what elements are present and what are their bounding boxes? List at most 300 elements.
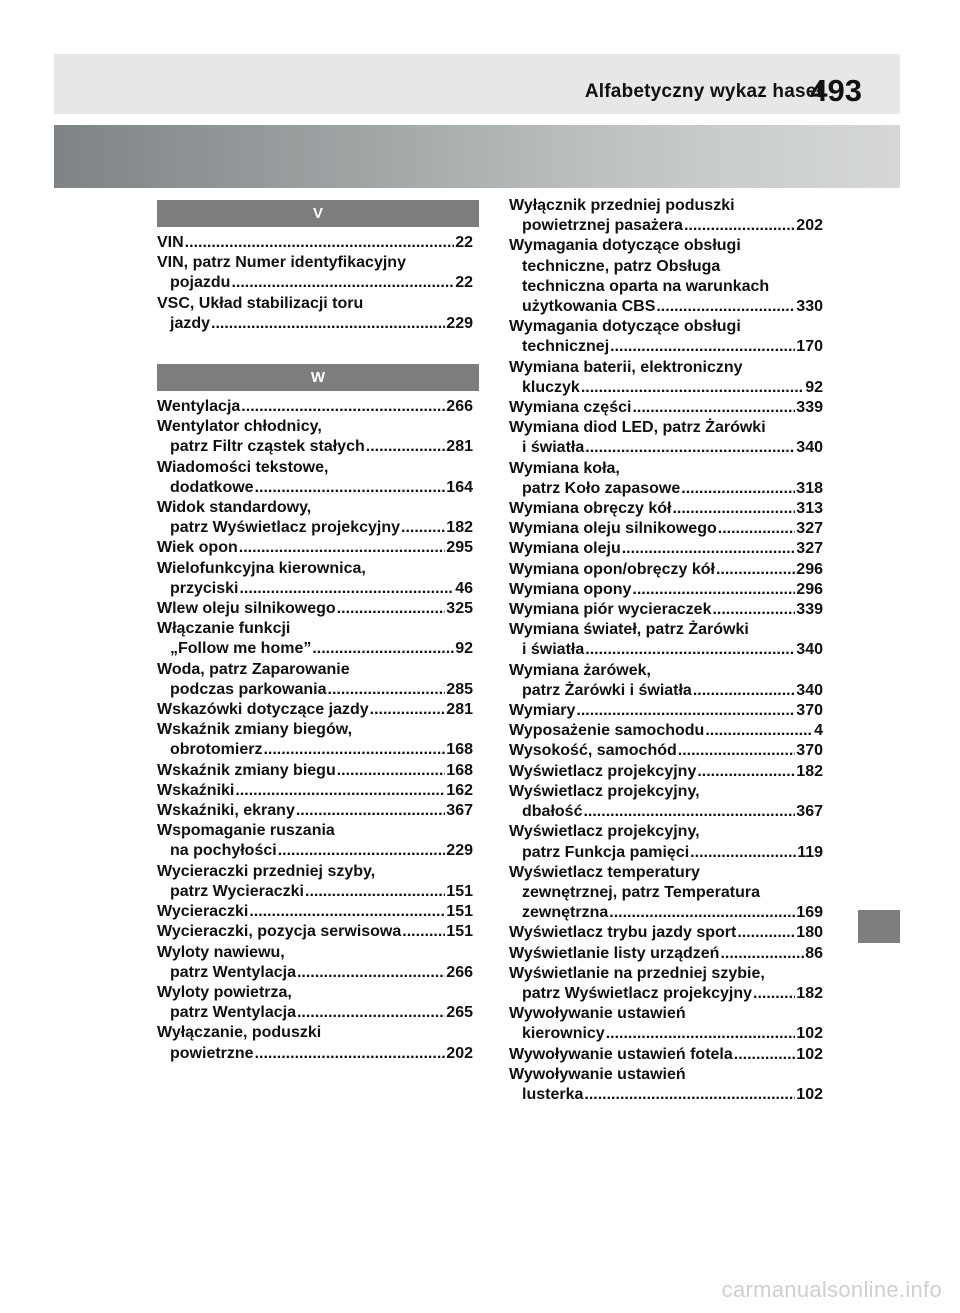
index-entry-page: 229 (446, 842, 473, 860)
index-entry (157, 619, 473, 659)
index-entry-text: podczas parkowania (170, 680, 327, 698)
index-entry-text: lusterka (522, 1085, 584, 1103)
dot-leader (255, 1044, 446, 1064)
index-entry-text: Wymiana części (509, 399, 632, 417)
dot-leader (705, 721, 813, 741)
dot-leader (585, 438, 795, 458)
index-entry-text: kluczyk (522, 378, 580, 396)
index-entry-line (157, 781, 473, 801)
index-entry (509, 459, 823, 499)
index-entry-line (157, 761, 473, 781)
index-entry-text: patrz Wentylacja (170, 1004, 296, 1022)
index-entry (157, 700, 473, 720)
index-entry-page: 370 (796, 702, 823, 720)
dot-leader (235, 781, 445, 801)
index-entry-line (509, 782, 823, 802)
index-entry-text: Wywoływanie ustawień (509, 1065, 686, 1083)
dot-leader (678, 741, 796, 761)
index-entry-line (157, 821, 473, 841)
index-entry-text: Woda, patrz Zaparowanie (157, 660, 350, 678)
index-entry-text: Wskazówki dotyczące jazdy (157, 701, 369, 719)
index-entry-line (509, 721, 823, 741)
index-entry-line (509, 297, 823, 317)
index-entry-line (157, 862, 473, 882)
dot-leader (249, 902, 445, 922)
dot-leader (231, 273, 454, 293)
dot-leader (576, 701, 795, 721)
index-entry-text: Wyłącznik przedniej poduszki (509, 197, 735, 214)
page-number: 493 (810, 73, 862, 108)
index-entry-line (509, 1004, 823, 1024)
index-entry-page: 168 (446, 761, 473, 779)
index-entry-line (157, 922, 473, 942)
index-entry (509, 580, 823, 600)
index-entry-page: 339 (796, 399, 823, 417)
index-entry-text: zewnętrznej, patrz Temperatura (522, 883, 760, 901)
index-entry-line (509, 600, 823, 620)
index-entry-line (157, 478, 473, 498)
index-entry-line (157, 314, 473, 334)
index-entry-line (509, 499, 823, 519)
index-entry-page: 86 (805, 944, 823, 962)
index-entry-text: VIN, patrz Numer identyfikacyjny (157, 254, 406, 272)
decorative-gradient-band (54, 125, 900, 188)
dot-leader (684, 216, 795, 236)
index-entry-page: 168 (446, 741, 473, 759)
index-entry-page: 229 (446, 314, 473, 332)
dot-leader (312, 639, 454, 659)
index-entry-line (509, 661, 823, 681)
index-entry (157, 253, 473, 293)
index-entry-text: na pochyłości (170, 842, 277, 860)
index-entry-page: 318 (796, 479, 823, 497)
index-entry-text: Wskaźniki, ekrany (157, 802, 295, 820)
index-entry (157, 943, 473, 983)
index-entry-text: Wentylacja (157, 398, 241, 416)
dot-leader (734, 1045, 796, 1065)
index-entry-page: 170 (796, 338, 823, 356)
index-entry-text: Wysokość, samochód (509, 742, 677, 760)
index-entry-line (157, 417, 473, 437)
index-entry-line (509, 438, 823, 458)
index-entry (509, 196, 823, 236)
index-entry-line (157, 740, 473, 760)
dot-leader (296, 801, 445, 821)
dot-leader (718, 519, 796, 539)
index-entry-text: powietrzne (170, 1044, 254, 1062)
index-entry-line (509, 1065, 823, 1085)
index-entry (157, 781, 473, 801)
index-entry-line (157, 983, 473, 1003)
index-entry-line (509, 944, 823, 964)
index-entry (509, 762, 823, 782)
index-entry (157, 1023, 473, 1063)
index-entry-line (509, 681, 823, 701)
index-entry-text: Wycieraczki przedniej szyby, (157, 862, 376, 880)
index-entry-line (509, 640, 823, 660)
dot-leader (366, 437, 446, 457)
index-entry-line (157, 882, 473, 902)
index-entry-text: Wspomaganie ruszania (157, 822, 335, 840)
dot-leader (632, 398, 795, 418)
index-entry-line (509, 1045, 823, 1065)
index-entry-text: przyciski (170, 579, 239, 597)
index-entry-text: Wymiana diod LED, patrz Żarówki (509, 419, 766, 437)
index-entry-line (509, 741, 823, 761)
index-entry-text: Wymiana opon/obręczy kół (509, 560, 715, 578)
index-entry-line (157, 498, 473, 518)
index-entry (509, 539, 823, 559)
dot-leader (370, 700, 446, 720)
index-entry (509, 721, 823, 741)
dot-leader (622, 539, 796, 559)
index-entry-line (509, 923, 823, 943)
index-entry-text: technicznej (522, 338, 610, 356)
dot-leader (263, 740, 445, 760)
index-entry-page: 46 (455, 579, 473, 597)
index-entry-text: Wyświetlanie listy urządzeń (509, 944, 720, 962)
index-entry-text: VIN (157, 234, 184, 251)
dot-leader (337, 761, 446, 781)
index-entry-line (509, 358, 823, 378)
index-entry-text: Włączanie funkcji (157, 620, 291, 638)
index-entry-line (509, 822, 823, 842)
index-entry-text: i światła (522, 641, 585, 659)
dot-leader (211, 314, 445, 334)
index-entry-page: 162 (446, 781, 473, 799)
index-entry (509, 560, 823, 580)
index-entry-line (157, 680, 473, 700)
dot-leader (185, 233, 455, 253)
index-entry-line (509, 802, 823, 822)
dot-leader (610, 337, 795, 357)
index-entry-line (509, 317, 823, 337)
index-entry-text: Wyloty powietrza, (157, 983, 292, 1001)
index-entry-text: VSC, Układ stabilizacji toru (157, 294, 364, 312)
index-entry-line (509, 620, 823, 640)
index-entry-line (157, 720, 473, 740)
index-entry-line (157, 841, 473, 861)
index-entry-page: 296 (796, 560, 823, 578)
index-entry (157, 922, 473, 942)
index-entry-page: 202 (446, 1044, 473, 1062)
index-entry (157, 233, 473, 253)
index-entry-line (157, 273, 473, 293)
index-entry-page: 295 (446, 539, 473, 557)
index-entry-line (509, 1085, 823, 1105)
dot-leader (681, 479, 795, 499)
index-entry-text: patrz Wyświetlacz projekcyjny (522, 984, 753, 1002)
dot-leader (609, 903, 795, 923)
index-entry-line (509, 984, 823, 1004)
dot-leader (720, 944, 804, 964)
index-entry-text: obrotomierz (170, 741, 263, 759)
dot-leader (585, 640, 795, 660)
index-entry-page: 340 (796, 439, 823, 457)
index-entry-line (157, 253, 473, 273)
index-entry-page: 266 (446, 963, 473, 981)
index-entry-text: Wymiana obręczy kół (509, 500, 672, 518)
index-entry (509, 782, 823, 822)
index-entry (509, 863, 823, 924)
index-entry-line (157, 619, 473, 639)
index-entry-line (509, 843, 823, 863)
index-entry (509, 358, 823, 398)
index-entry-line (157, 233, 473, 253)
index-entry-line (157, 397, 473, 417)
index-entry-text: Wymagania dotyczące obsługi (509, 318, 741, 336)
index-entry-text: „Follow me home” (170, 640, 312, 658)
index-entry-text: kierownicy (522, 1025, 605, 1043)
index-entry-page: 313 (796, 500, 823, 518)
index-entry-line (157, 538, 473, 558)
index-entry-line (509, 1024, 823, 1044)
index-entry-text: pojazdu (170, 274, 231, 292)
index-entry-page: 119 (797, 843, 823, 861)
dot-leader (753, 984, 795, 1004)
index-entry-text: Wyloty nawiewu, (157, 943, 285, 961)
dot-leader (737, 923, 795, 943)
index-entry-text: jazdy (170, 314, 211, 332)
index-entry-page: 325 (446, 600, 473, 618)
dot-leader (584, 1085, 795, 1105)
index-entry-line (509, 701, 823, 721)
dot-leader (328, 680, 446, 700)
index-entry (157, 458, 473, 498)
index-entry-line (157, 660, 473, 680)
index-entry-text: zewnętrzna (522, 904, 609, 922)
index-entry-page: 202 (796, 217, 823, 235)
dot-leader (583, 802, 795, 822)
index-entry-line (509, 236, 823, 256)
index-entry (157, 397, 473, 417)
index-entry-page: 92 (805, 378, 823, 396)
index-entry (509, 944, 823, 964)
index-entry-text: patrz Wycieraczki (170, 882, 304, 900)
index-entry-line (509, 337, 823, 357)
index-entry (157, 599, 473, 619)
dot-leader (606, 1024, 796, 1044)
index-entry-text: patrz Koło zapasowe (522, 479, 681, 497)
index-entry-page: 182 (446, 519, 473, 537)
index-entry-text: techniczna oparta na warunkach (522, 277, 770, 295)
dot-leader (239, 579, 454, 599)
index-entry-line (509, 196, 823, 216)
index-entry-line (157, 437, 473, 457)
index-entry (157, 559, 473, 599)
index-entry (509, 600, 823, 620)
index-entry-text: Wiadomości tekstowe, (157, 458, 329, 476)
dot-leader (401, 518, 445, 538)
index-entry-line (157, 579, 473, 599)
index-entry-line (157, 1003, 473, 1023)
index-entry-text: Wymiana oleju (509, 540, 621, 558)
index-entry-line (509, 257, 823, 277)
index-entry (157, 294, 473, 334)
index-entry-page: 327 (796, 540, 823, 558)
index-entry-text: Wyświetlacz projekcyjny, (509, 823, 700, 841)
index-entry-line (157, 963, 473, 983)
index-entry-line (157, 902, 473, 922)
index-entry (509, 661, 823, 701)
index-entry-line (509, 519, 823, 539)
index-entry (509, 499, 823, 519)
dot-leader (716, 560, 795, 580)
index-entry-page: 151 (446, 923, 473, 941)
index-entry (157, 983, 473, 1023)
index-entry-line (157, 1044, 473, 1064)
index-entry-line (509, 398, 823, 418)
index-entry-text: Wyświetlacz temperatury (509, 863, 700, 881)
index-entry-text: Wymiana oleju silnikowego (509, 520, 717, 538)
index-entry-text: Wymiana baterii, elektroniczny (509, 358, 743, 376)
index-entry-page: 265 (446, 1004, 473, 1022)
index-entry-text: dbałość (522, 803, 583, 821)
index-entry (509, 620, 823, 660)
index-entry-page: 330 (796, 298, 823, 316)
index-entry-text: Wyłączanie, poduszki (157, 1024, 322, 1042)
index-entry-page: 182 (796, 984, 823, 1002)
index-entry-text: Wielofunkcyjna kierownica, (157, 559, 366, 577)
index-entry-line (509, 277, 823, 297)
index-entry-line (157, 599, 473, 619)
index-entry-page: 340 (796, 681, 823, 699)
index-entry-line (157, 700, 473, 720)
index-entry-line (157, 294, 473, 314)
index-entry (509, 317, 823, 357)
index-entry-page: 169 (796, 904, 823, 922)
index-entry-page: 339 (796, 601, 823, 619)
index-entry-text: Wlew oleju silnikowego (157, 600, 336, 618)
index-entry (509, 398, 823, 418)
index-entry-line (509, 964, 823, 984)
index-entry-page: 340 (796, 641, 823, 659)
index-entry (157, 720, 473, 760)
index-entry-text: patrz Filtr cząstek stałych (170, 438, 365, 456)
index-entry-line (509, 459, 823, 479)
index-entry-text: patrz Wentylacja (170, 963, 296, 981)
index-entry-page: 102 (796, 1085, 823, 1103)
index-entry (509, 741, 823, 761)
index-entry-text: użytkowania CBS (522, 298, 656, 316)
index-entry-line (157, 559, 473, 579)
index-entry (509, 1045, 823, 1065)
index-entry (157, 902, 473, 922)
index-entry-line (509, 883, 823, 903)
dot-leader (712, 600, 795, 620)
index-entry-page: 281 (446, 701, 473, 719)
index-entry-line (509, 378, 823, 398)
index-entry-page: 92 (455, 640, 473, 658)
index-entry-page: 182 (796, 762, 823, 780)
index-entry-line (509, 418, 823, 438)
index-entry-text: Wymiana koła, (509, 459, 620, 477)
index-entry-line (157, 943, 473, 963)
index-entry (509, 701, 823, 721)
index-entry (157, 660, 473, 700)
index-entry-text: Wywoływanie ustawień fotela (509, 1045, 733, 1063)
dot-leader (297, 963, 445, 983)
index-entry-text: Wskaźniki (157, 781, 235, 799)
dot-leader (402, 922, 445, 942)
index-entry (157, 538, 473, 558)
index-column-left (157, 200, 473, 1064)
index-entry-line (509, 762, 823, 782)
index-entry-text: Wyświetlacz projekcyjny (509, 762, 697, 780)
index-entry (157, 498, 473, 538)
watermark-text: carmanualsonline.info (721, 1277, 942, 1302)
index-entry-text: patrz Funkcja pamięci (522, 843, 690, 861)
dot-leader (632, 580, 795, 600)
index-entry (509, 822, 823, 862)
index-column-right (509, 196, 823, 1105)
index-entry-text: Wycieraczki, pozycja serwisowa (157, 923, 402, 941)
index-entry (157, 417, 473, 457)
index-entry-text: Wskaźnik zmiany biegu (157, 761, 336, 779)
index-entry (509, 923, 823, 943)
index-entry-page: 281 (446, 438, 473, 456)
index-entry-page: 180 (796, 924, 823, 942)
index-entry-page: 266 (446, 398, 473, 416)
index-entry-text: Wymiana opony (509, 580, 632, 598)
index-entry (509, 418, 823, 458)
index-entry-line (157, 518, 473, 538)
index-entry (509, 1065, 823, 1105)
index-entry-page: 296 (796, 580, 823, 598)
index-entry-line (509, 863, 823, 883)
index-entry-page: 370 (796, 742, 823, 760)
dot-leader (697, 762, 795, 782)
index-entry (509, 964, 823, 1004)
index-entry-text: Wiek opon (157, 539, 238, 557)
index-entry-text: Wymiana żarówek, (509, 661, 651, 679)
index-entry-text: Wycieraczki (157, 903, 249, 921)
dot-leader (693, 681, 795, 701)
index-entry (157, 761, 473, 781)
index-entry-text: techniczne, patrz Obsługa (522, 257, 721, 275)
index-entry-line (509, 479, 823, 499)
index-entry-page: 367 (796, 803, 823, 821)
dot-leader (672, 499, 795, 519)
index-entry-page: 151 (446, 882, 473, 900)
index-entry-page: 164 (446, 478, 473, 496)
dot-leader (656, 297, 795, 317)
index-entry-line (509, 539, 823, 559)
index-entry-text: Wywoływanie ustawień (509, 1005, 686, 1023)
index-entry-text: patrz Żarówki i światła (522, 681, 692, 699)
index-entry-text: patrz Wyświetlacz projekcyjny (170, 519, 401, 537)
index-entry-text: Wymiary (509, 702, 576, 720)
dot-leader (337, 599, 446, 619)
index-entry-page: 102 (796, 1025, 823, 1043)
index-entry-page: 327 (796, 520, 823, 538)
index-entry-text: Wyświetlacz projekcyjny, (509, 782, 700, 800)
dot-leader (581, 378, 804, 398)
section-tab-marker (858, 910, 900, 943)
index-entry (509, 236, 823, 317)
index-entry-text: Wentylator chłodnicy, (157, 418, 322, 436)
index-entry (509, 1004, 823, 1044)
index-entry-line (157, 801, 473, 821)
dot-leader (278, 841, 446, 861)
index-entry-line (509, 216, 823, 236)
index-entry-page: 22 (455, 234, 473, 251)
dot-leader (305, 882, 445, 902)
index-entry-text: powietrznej pasażera (522, 217, 683, 235)
index-entry-text: Wyświetlanie na przedniej szybie, (509, 964, 765, 982)
index-entry-text: Wskaźnik zmiany biegów, (157, 721, 353, 739)
index-entry-line (509, 580, 823, 600)
